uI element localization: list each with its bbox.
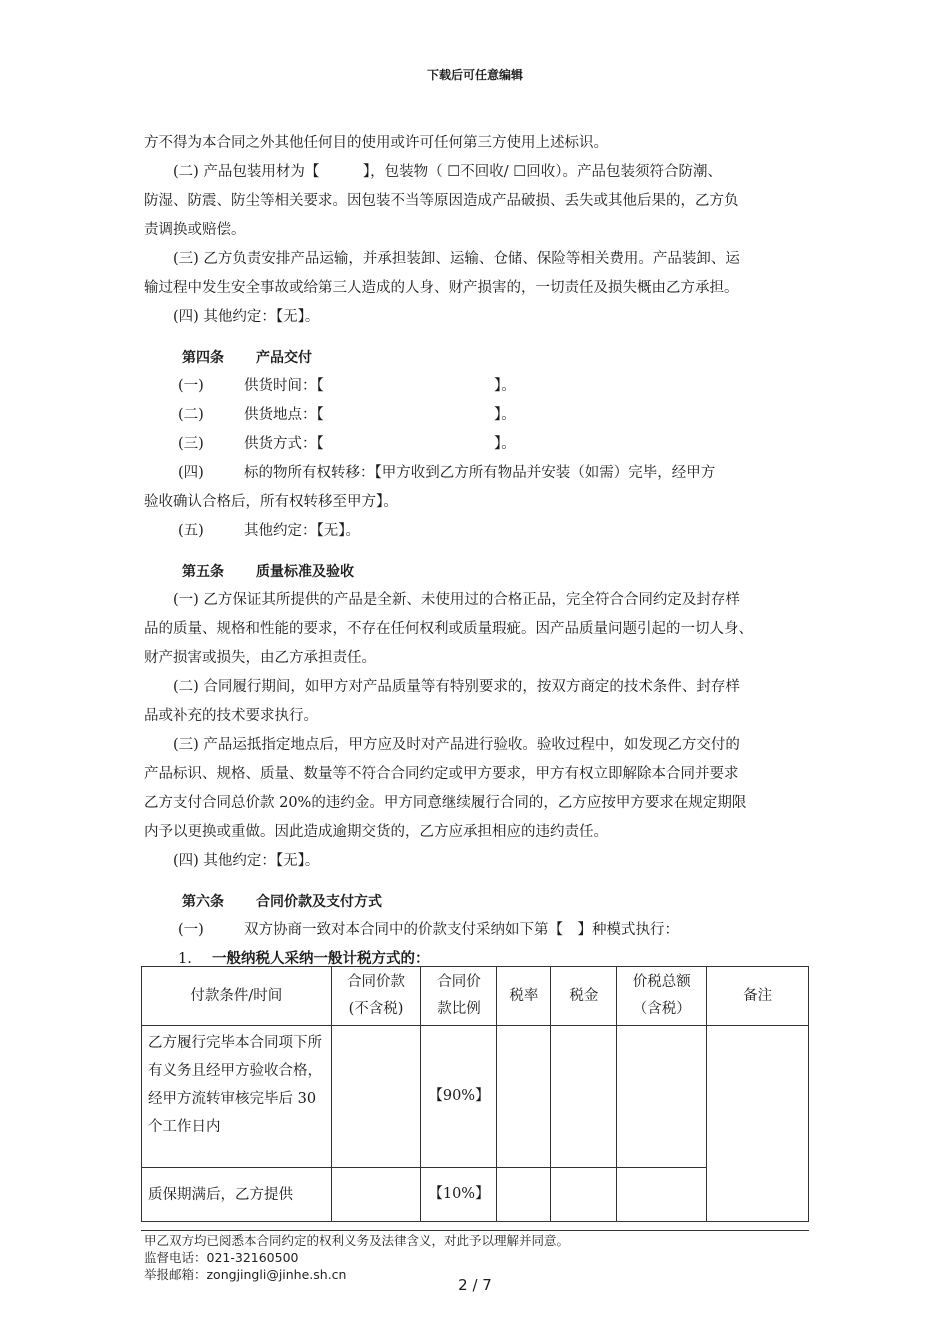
table-cell: 乙方履行完毕本合同项下所有义务且经甲方验收合格，经甲方流转审核完毕后 30 个工作日内	[142, 1026, 332, 1168]
paragraph: (三) 产品运抵指定地点后，甲方应及时对产品进行验收。验收过程中，如发现乙方交付的	[173, 737, 740, 753]
table-cell	[497, 1026, 551, 1168]
list-item: (一) 供货时间：【 】。	[178, 378, 516, 394]
section-title: 合同价款及支付方式	[256, 894, 382, 910]
page-header: 下载后可任意编辑	[426, 68, 523, 82]
column-header: 合同价 款比例	[421, 967, 497, 1026]
column-header: 税率	[497, 967, 551, 1026]
footer-divider	[141, 1230, 809, 1231]
column-header: 价税总额 （含税）	[617, 967, 707, 1026]
paragraph: (二) 合同履行期间，如甲方对产品质量等有特别要求的，按双方商定的技术条件、封存样	[173, 679, 740, 695]
list-item: (一) 双方协商一致对本合同中的价款支付采纳如下第【 】种模式执行：	[178, 922, 679, 938]
table-cell: 质保期满后，乙方提供	[142, 1168, 332, 1222]
paragraph: 内予以更换或重做。因此造成逾期交货的，乙方应承担相应的违约责任。	[144, 824, 608, 840]
table-cell	[617, 1026, 707, 1168]
paragraph: (一) 乙方保证其所提供的产品是全新、未使用过的合格正品，完全符合合同约定及封存样	[173, 592, 740, 608]
paragraph: 防湿、防震、防尘等相关要求。因包装不当等原因造成产品破损、丢失或其他后果的，乙方负	[144, 193, 739, 209]
paragraph: 责调换或赔偿。	[144, 222, 246, 238]
paragraph: 品的质量、规格和性能的要求，不存在任何权利或质量瑕疵。因产品质量问题引起的一切人身、	[144, 621, 753, 637]
paragraph: (三) 乙方负责安排产品运输，并承担装卸、运输、仓储、保险等相关费用。产品装卸、运	[173, 251, 740, 267]
section-heading	[144, 888, 808, 916]
list-item: (三) 供货方式：【 】。	[178, 436, 516, 452]
paragraph: (四) 其他约定：【无】。	[173, 853, 320, 869]
table-cell	[551, 1168, 617, 1222]
section-number: 第四条	[182, 350, 224, 366]
list-item: (二) 供货地点：【 】。	[178, 407, 516, 423]
table-cell	[331, 1026, 421, 1168]
section-title: 产品交付	[256, 350, 312, 366]
list-item: (四) 标的物所有权转移：【甲方收到乙方所有物品并安装（如需）完毕，经甲方	[178, 465, 716, 481]
sub-heading: 1. 一般纳税人采纳一般计税方式的：	[178, 951, 430, 967]
document-body	[144, 129, 808, 974]
section-heading	[144, 558, 808, 586]
paragraph: 品或补充的技术要求执行。	[144, 708, 318, 724]
section-heading	[144, 344, 808, 372]
table-header-row	[142, 967, 809, 1026]
table-row	[142, 1026, 809, 1168]
table-cell	[497, 1168, 551, 1222]
paragraph: (二) 产品包装用材为【 】，包装物（ ☐不回收/ ☐回收）。产品包装须符合防潮、	[173, 164, 723, 180]
paragraph: 产品标识、规格、质量、数量等不符合合同约定或甲方要求，甲方有权立即解除本合同并要求	[144, 766, 739, 782]
footer-email: 举报邮箱：zongjingli@jinhe.sh.cn	[144, 1267, 347, 1282]
column-header: 付款条件/时间	[142, 967, 332, 1026]
paragraph: 乙方支付合同总价款 20%的违约金。甲方同意继续履行合同的，乙方应按甲方要求在规定期限	[144, 795, 747, 811]
table-cell: 【90%】	[421, 1026, 497, 1168]
list-item: (五) 其他约定：【无】。	[178, 523, 360, 539]
table-cell	[617, 1168, 707, 1222]
table-cell	[707, 1026, 809, 1222]
paragraph: (四) 其他约定：【无】。	[173, 309, 320, 325]
table-cell: 【10%】	[421, 1168, 497, 1222]
section-number: 第六条	[182, 894, 224, 910]
column-header: 税金	[551, 967, 617, 1026]
column-header: 合同价款 (不含税)	[331, 967, 421, 1026]
footer-statement: 甲乙双方均已阅悉本合同约定的权利义务及法律含义，对此予以理解并同意。	[144, 1233, 570, 1248]
section-title: 质量标准及验收	[256, 564, 354, 580]
paragraph: 方不得为本合同之外其他任何目的使用或许可任何第三方使用上述标识。	[144, 135, 608, 151]
paragraph: 输过程中发生安全事故或给第三人造成的人身、财产损害的，一切责任及损失概由乙方承担。	[144, 280, 739, 296]
column-header: 备注	[707, 967, 809, 1026]
page-number: 2 / 7	[458, 1276, 492, 1294]
paragraph: 财产损害或损失，由乙方承担责任。	[144, 650, 376, 666]
table-cell	[331, 1168, 421, 1222]
table-cell	[551, 1026, 617, 1168]
paragraph: 验收确认合格后，所有权转移至甲方】。	[144, 494, 398, 510]
section-number: 第五条	[182, 564, 224, 580]
footer-phone: 监督电话：021-32160500	[144, 1250, 299, 1265]
payment-table	[141, 966, 809, 1222]
